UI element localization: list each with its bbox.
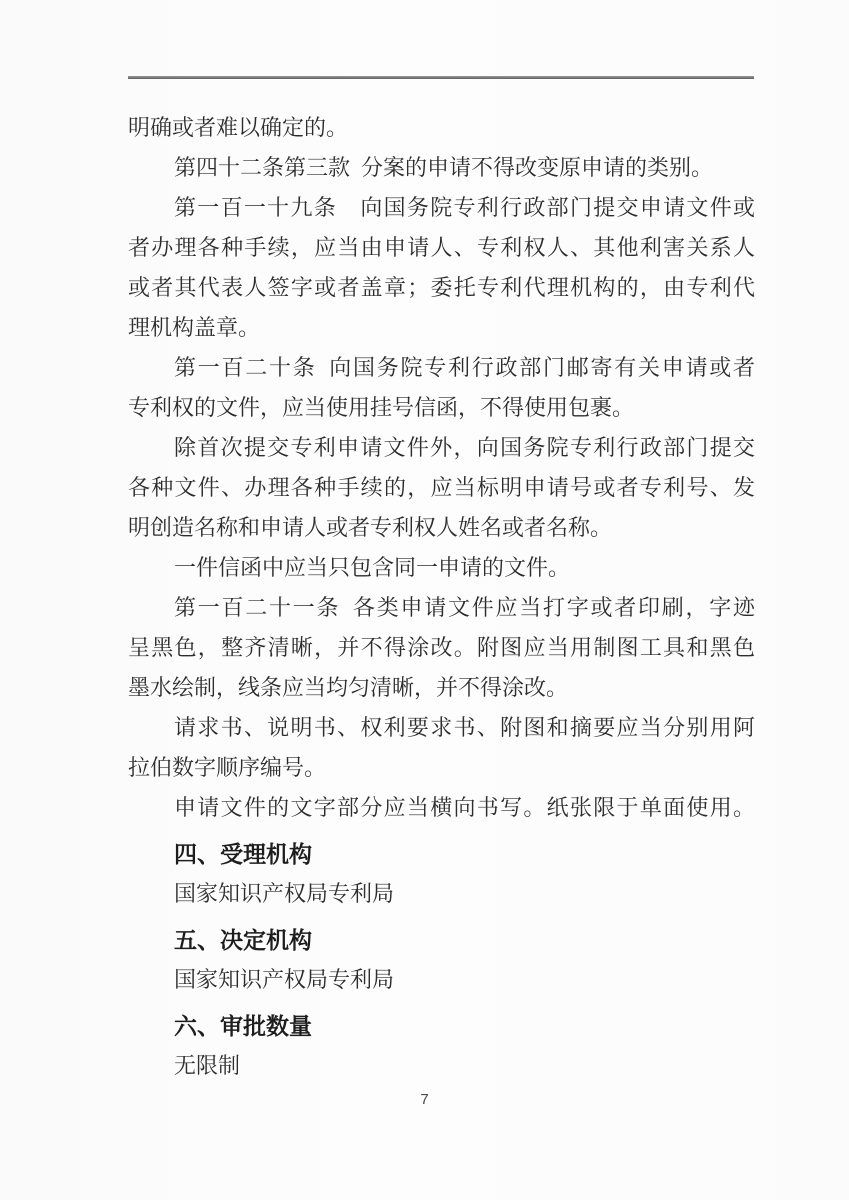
section-heading: 四、受理机构 <box>174 841 312 867</box>
text-line: 除首次提交专利申请文件外，向国务院专利行政部门提交 <box>174 435 755 460</box>
text-line: 明创造名称和申请人或者专利权人姓名或者名称。 <box>128 515 613 540</box>
text-line: 墨水绘制，线条应当均匀清晰，并不得涂改。 <box>128 675 569 700</box>
text-line: 呈黑色，整齐清晰，并不得涂改。附图应当用制图工具和黑色 <box>128 635 755 660</box>
text-line: 第一百一十九条 向国务院专利行政部门提交申请文件或 <box>174 195 755 220</box>
text-line: 一件信函中应当只包含同一申请的文件。 <box>174 555 571 580</box>
text-line: 各种文件、办理各种手续的，应当标明申请号或者专利号、发 <box>128 475 755 500</box>
section-heading: 五、决定机构 <box>174 927 312 953</box>
text-line: 明确或者难以确定的。 <box>128 115 349 140</box>
section-heading: 六、审批数量 <box>174 1013 312 1039</box>
text-line: 第一百二十一条 各类申请文件应当打字或者印刷，字迹 <box>174 595 755 620</box>
text-line: 者办理各种手续，应当由申请人、专利权人、其他利害关系人 <box>128 235 755 260</box>
text-line: 专利权的文件，应当使用挂号信函，不得使用包裹。 <box>128 395 635 420</box>
text-line: 第四十二条第三款 分案的申请不得改变原申请的类别。 <box>174 155 714 180</box>
document-body <box>128 108 755 1086</box>
text-line: 国家知识产权局专利局 <box>174 881 395 906</box>
page-number: 7 <box>420 1091 429 1108</box>
text-line: 国家知识产权局专利局 <box>174 967 395 992</box>
text-line: 请求书、说明书、权利要求书、附图和摘要应当分别用阿 <box>174 715 755 740</box>
text-line: 申请文件的文字部分应当横向书写。纸张限于单面使用。 <box>174 795 755 820</box>
text-line: 拉伯数字顺序编号。 <box>128 755 327 780</box>
text-line: 第一百二十条 向国务院专利行政部门邮寄有关申请或者 <box>174 355 755 380</box>
header-rule <box>128 76 754 79</box>
text-line: 或者其代表人签字或者盖章；委托专利代理机构的，由专利代 <box>128 275 755 300</box>
text-line: 理机构盖章。 <box>128 315 261 340</box>
text-line: 无限制 <box>174 1053 241 1078</box>
